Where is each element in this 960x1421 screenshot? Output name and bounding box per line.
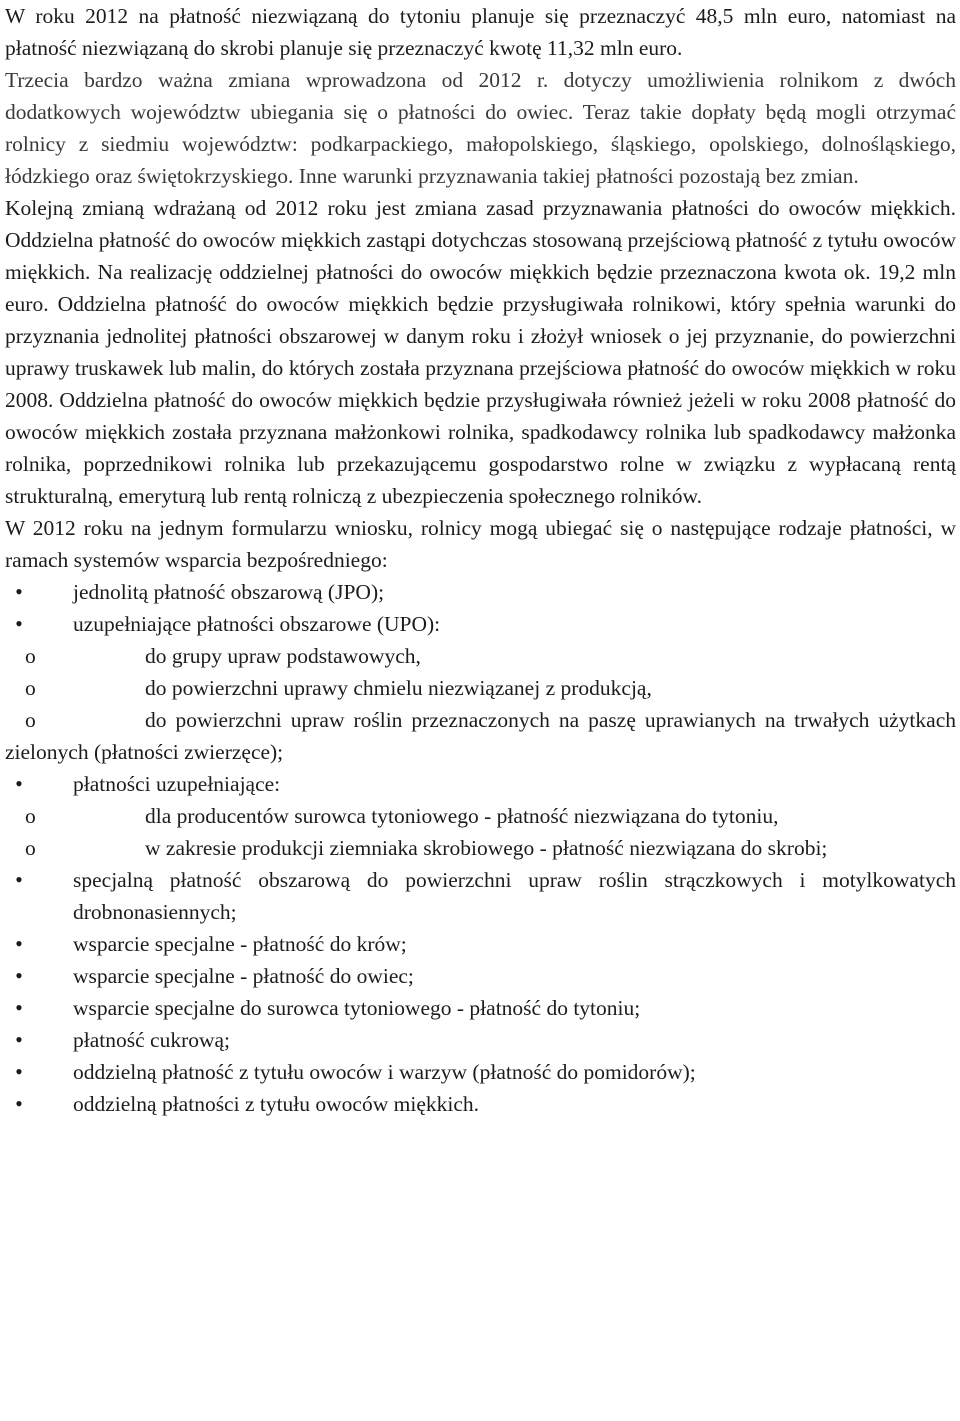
circle-bullet-icon	[5, 640, 145, 672]
list-item	[5, 576, 956, 608]
list-item-text: specjalną płatność obszarową do powierzchni upraw roślin strączkowych i motylkowatych drobnonasiennych;	[73, 868, 956, 924]
list-item	[5, 960, 956, 992]
list-item-text: w zakresie produkcji ziemniaka skrobiowego - płatność niezwiązana do skrobi;	[145, 836, 828, 860]
list-item-text: wsparcie specjalne - płatność do owiec;	[73, 964, 414, 988]
list-item-text: płatność cukrową;	[73, 1028, 231, 1052]
sub-list-item	[5, 672, 956, 704]
list-item	[5, 928, 956, 960]
list-item-text: oddzielną płatność z tytułu owoców i warzyw (płatność do pomidorów);	[73, 1060, 696, 1084]
sub-list-item	[5, 800, 956, 832]
bullet-icon	[8, 960, 30, 992]
list-item-text: do powierzchni uprawy chmielu niezwiązanej z produkcją,	[145, 676, 652, 700]
list-item-text: wsparcie specjalne - płatność do krów;	[73, 932, 407, 956]
circle-bullet-icon	[5, 672, 145, 704]
circle-bullet-icon	[5, 800, 145, 832]
list-item-text: uzupełniające płatności obszarowe (UPO):	[73, 612, 441, 636]
bullet-icon	[8, 768, 30, 800]
paragraph-soft-fruit: Kolejną zmianą wdrażaną od 2012 roku jest zmiana zasad przyznawania płatności do owoców miękkich. Oddzielna płatność do owoców miękkich zastąpi dotychczas stosowaną przejściową płatność z tytułu owoców miękkich. Na realizację oddzielnej płatności do owoców miękkich będzie przeznaczona kwota ok. 19,2 mln euro. Oddzielna płatność do owoców miękkich będzie przysługiwała rolnikowi, który spełnia warunki do przyznania jednolitej płatności obszarowej w danym roku i złożył wniosek o jej przyznanie, do powierzchni uprawy truskawek lub malin, do których została przyznana przejściowa płatność do owoców miękkich w roku 2008. Oddzielna płatność do owoców miękkich będzie przysługiwała również jeżeli w roku 2008 płatność do owoców miękkich została przyznana małżonkowi rolnika, spadkodawcy rolnika lub spadkodawcy małżonka rolnika, poprzednikowi rolnika lub przekazującemu gospodarstwo rolne w związku z wypłacaną rentą strukturalną, emeryturą lub rentą rolniczą z ubezpieczenia społecznego rolników.	[5, 196, 956, 508]
list-item	[5, 864, 956, 928]
sub-list-item	[5, 704, 956, 768]
bullet-icon	[8, 992, 30, 1024]
list-item-text: do powierzchni upraw roślin przeznaczonych na paszę uprawianych na trwałych użytkach zielonych (płatności zwierzęce);	[5, 708, 956, 764]
bullet-icon	[8, 864, 30, 896]
paragraph-payment-types-intro: W 2012 roku na jednym formularzu wniosku, rolnicy mogą ubiegać się o następujące rodzaje płatności, w ramach systemów wsparcia bezpośredniego:	[5, 516, 956, 572]
bullet-icon	[8, 928, 30, 960]
list-item	[5, 992, 956, 1024]
bullet-icon	[8, 1088, 30, 1120]
payment-types-list	[5, 576, 956, 1120]
bullet-icon	[8, 1056, 30, 1088]
list-item	[5, 1088, 956, 1120]
bullet-icon	[8, 1024, 30, 1056]
list-item	[5, 1056, 956, 1088]
list-item	[5, 608, 956, 640]
sub-list-item	[5, 640, 956, 672]
paragraph-tobacco-starch: W roku 2012 na płatność niezwiązaną do tytoniu planuje się przeznaczyć 48,5 mln euro, natomiast na płatność niezwiązaną do skrobi planuje się przeznaczyć kwotę 11,32 mln euro.	[5, 4, 956, 60]
list-item	[5, 1024, 956, 1056]
list-item-text: jednolitą płatność obszarową (JPO);	[73, 580, 385, 604]
list-item	[5, 768, 956, 800]
list-item-text: wsparcie specjalne do surowca tytoniowego - płatność do tytoniu;	[73, 996, 641, 1020]
list-item-text: płatności uzupełniające:	[73, 772, 281, 796]
list-item-text: oddzielną płatności z tytułu owoców miękkich.	[73, 1092, 480, 1116]
circle-bullet-icon	[5, 704, 145, 736]
list-item-text: do grupy upraw podstawowych,	[145, 644, 421, 668]
list-item-text: dla producentów surowca tytoniowego - płatność niezwiązana do tytoniu,	[145, 804, 779, 828]
bullet-icon	[8, 576, 30, 608]
circle-bullet-icon	[5, 832, 145, 864]
sub-list-item	[5, 832, 956, 864]
bullet-icon	[8, 608, 30, 640]
paragraph-sheep-payments: Trzecia bardzo ważna zmiana wprowadzona od 2012 r. dotyczy umożliwienia rolnikom z dwóch dodatkowych województw ubiegania się o płatności do owiec. Teraz takie dopłaty będą mogli otrzymać rolnicy z siedmiu województw: podkarpackiego, małopolskiego, śląskiego, opolskiego, dolnośląskiego, łódzkiego oraz świętokrzyskiego. Inne warunki przyznawania takiej płatności pozostają bez zmian.	[5, 68, 956, 188]
